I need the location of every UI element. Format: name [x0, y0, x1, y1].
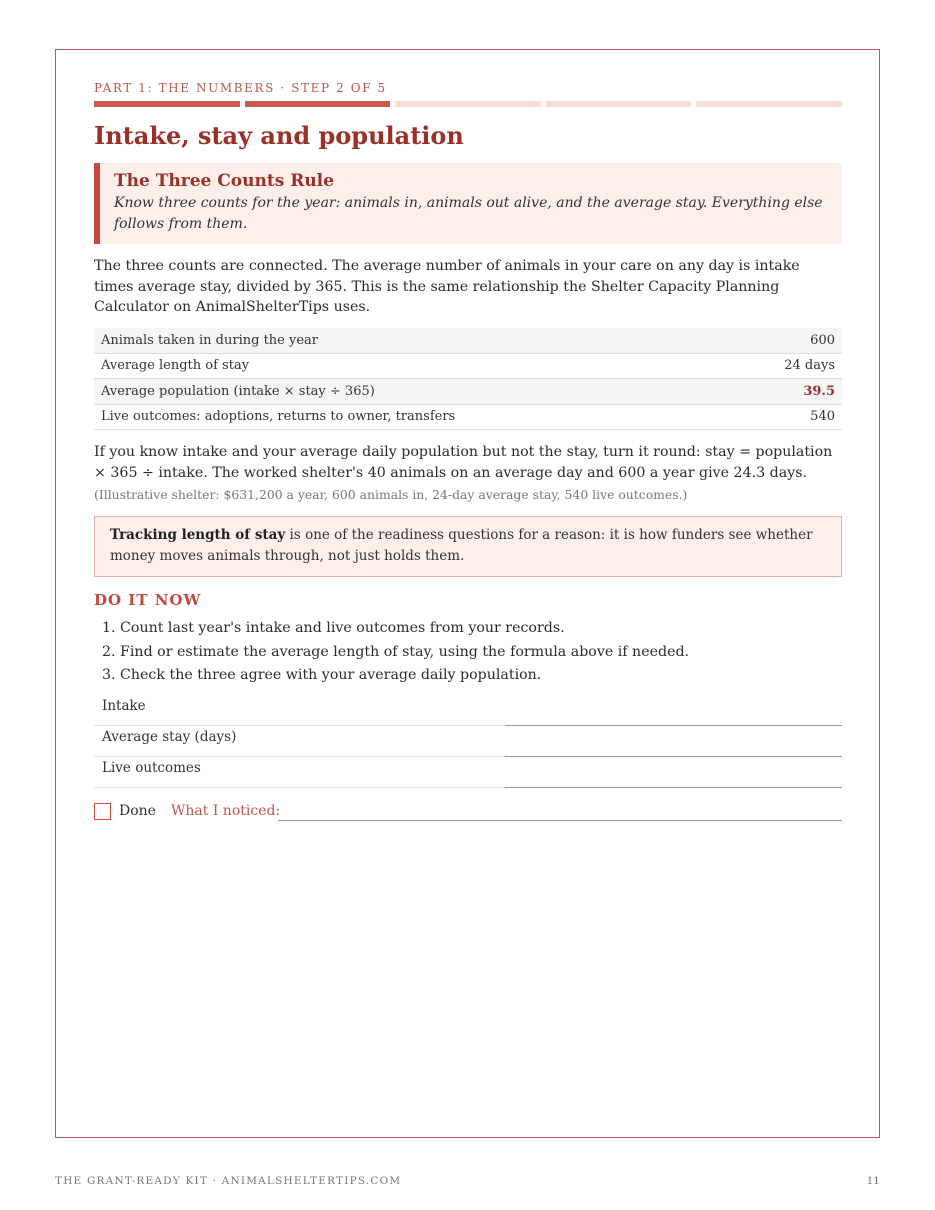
intake-field-row: [94, 695, 842, 726]
rule-callout: [94, 163, 842, 244]
tip-text: is one of the readiness questions for a reason: it is how funders see whether money moves animals through, not just holds them.: [110, 527, 813, 564]
table-row: [94, 328, 842, 354]
progress-segment-3: [395, 101, 541, 107]
tip-bold: Tracking length of stay: [110, 527, 286, 543]
done-checkbox[interactable]: [94, 803, 111, 820]
page-title: Intake, stay and population: [94, 121, 464, 150]
row-value: 24 days: [784, 358, 835, 374]
step-item: 1. Count last year's intake and live outcomes from your records.: [102, 620, 565, 636]
progress-segment-4: [546, 101, 692, 107]
row-value: 600: [810, 332, 835, 348]
footer-title: THE GRANT-READY KIT · ANIMALSHELTERTIPS.COM: [55, 1175, 402, 1187]
intro-paragraph: The three counts are connected. The average number of animals in your care on any day is intake times average stay, divided by 365. This is the same relationship the Shelter Capacity Planning Calculator on AnimalShelterTips uses.: [94, 258, 800, 315]
formula-paragraph: [94, 442, 842, 506]
row-value: 540: [810, 409, 835, 425]
row-label: Average length of stay: [101, 358, 250, 374]
illustrative-note: (Illustrative shelter: $631,200 a year, 600 animals in, 24-day average stay, 540 live outcomes.): [94, 487, 688, 502]
row-label: Animals taken in during the year: [101, 332, 318, 348]
done-label: Done: [119, 803, 156, 819]
section-eyebrow: PART 1: THE NUMBERS · STEP 2 OF 5: [94, 81, 387, 95]
average-stay-field-row: [94, 726, 842, 757]
row-label: Live outcomes: adoptions, returns to owner, transfers: [101, 409, 456, 425]
step-item: 2. Find or estimate the average length of stay, using the formula above if needed.: [102, 643, 690, 660]
row-value-highlight: 39.5: [803, 383, 835, 399]
field-label: Average stay (days): [102, 729, 237, 745]
rule-title: The Three Counts Rule: [114, 171, 334, 191]
page-number: 11: [866, 1175, 880, 1187]
rule-text: Know three counts for the year: animals in, animals out alive, and the average stay. Everything else follows from them.: [114, 195, 823, 232]
page-frame: [55, 49, 880, 1138]
progress-segment-1: [94, 101, 240, 107]
field-label: Live outcomes: [102, 760, 201, 776]
live-outcomes-write-line[interactable]: [505, 787, 842, 788]
table-row: [94, 354, 842, 380]
table-row: [94, 379, 842, 405]
progress-segment-2: [245, 101, 391, 107]
worksheet-fields: [94, 695, 842, 788]
done-row: [94, 802, 842, 822]
row-label: Average population (intake × stay ÷ 365): [101, 383, 375, 399]
field-label: Intake: [102, 698, 146, 714]
formula-text: If you know intake and your average daily population but not the stay, turn it round: stay = population × 365 ÷ intake. The worked shelter's 40 animals on an average day and 600 a year give 24.3 days.: [94, 444, 833, 481]
counts-table: [94, 328, 842, 430]
action-steps: [102, 617, 842, 688]
step-item: 3. Check the three agree with your average daily population.: [102, 667, 542, 683]
do-it-now-heading: DO IT NOW: [94, 591, 202, 609]
tip-callout: [94, 516, 842, 577]
live-outcomes-field-row: [94, 757, 842, 788]
noticed-label: What I noticed:: [171, 803, 281, 819]
table-row: [94, 405, 842, 431]
noticed-write-line[interactable]: [278, 820, 842, 821]
progress-segment-5: [696, 101, 842, 107]
step-progress-bar: [94, 101, 842, 107]
